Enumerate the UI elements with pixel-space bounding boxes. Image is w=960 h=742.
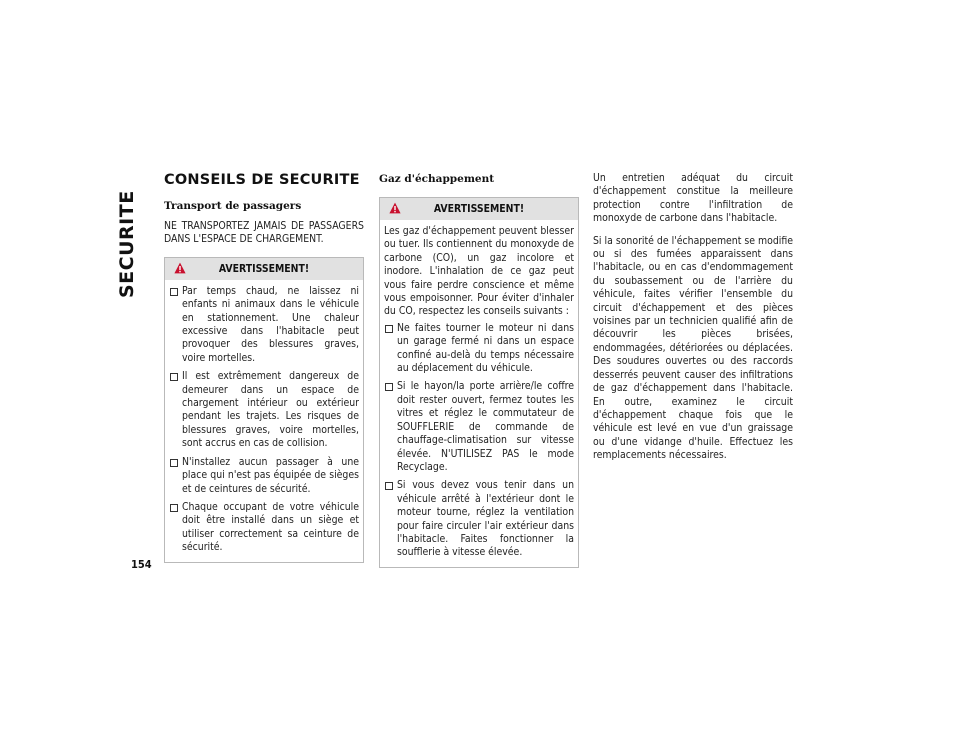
warning-item-text: Si le hayon/la porte arrière/le coffre doit rester ouvert, fermez toutes les vitres et réglez le commutateur de SOUFFLERIE de commande de chauffage-climatisation sur vitesse élevée. N'UTILISEZ PAS le mode Recyclage. [397, 380, 574, 473]
column-2 [379, 172, 579, 568]
warning-body [165, 280, 363, 562]
exhaust-inspection-paragraph: Si la sonorité de l'échappement se modifie ou si des fumées apparaissent dans l'habitacle, ou en cas d'endommagement du soubassement ou de l'arrière du véhicule, faites vérifier l'ensemble du circuit d'échappement et des pièces voisines par un technicien qualifié afin de découvrir les pièces brisées, endommagées, détériorées ou déplacées. Des soudures ouvertes ou des raccords desserrés peuvent causer des infiltrations de gaz d'échappement dans l'habitacle. En outre, examinez le circuit d'échappement chaque fois que le véhicule est levé en vue d'un graissage ou d'une vidange d'huile. Effectuez les remplacements nécessaires. [593, 234, 793, 462]
warning-list [169, 285, 359, 555]
warning-item-text: Ne faites tourner le moteur ni dans un garage fermé ni dans un espace confiné au-delà du temps nécessaire au déplacement du véhicule. [397, 321, 574, 375]
checkbox-bullet-icon [385, 325, 393, 333]
checkbox-bullet-icon [170, 459, 178, 467]
chapter-side-title-text: SECURITE [116, 190, 138, 298]
checkbox-bullet-icon [170, 373, 178, 381]
warning-list [384, 322, 574, 560]
warning-item-text: Par temps chaud, ne laissez ni enfants ni animaux dans le véhicule en stationnement. Une chaleur excessive dans l'habitacle peut provoquer des blessures graves, voire mortelles. [182, 284, 359, 364]
warning-item [384, 479, 574, 559]
subsection-title-exhaust: Gaz d'échappement [379, 173, 495, 185]
section-title: CONSEILS DE SECURITE [164, 172, 360, 188]
checkbox-bullet-icon [170, 504, 178, 512]
warning-triangle-icon [389, 202, 401, 214]
warning-item [384, 380, 574, 474]
warning-box-exhaust [379, 197, 579, 568]
checkbox-bullet-icon [170, 288, 178, 296]
warning-item-text: N'installez aucun passager à une place qui n'est pas équipée de sièges et de ceintures de sécurité. [182, 455, 359, 495]
warning-title: AVERTISSEMENT! [433, 203, 525, 215]
warning-triangle-icon [174, 262, 186, 274]
column-1 [164, 172, 364, 563]
checkbox-bullet-icon [385, 482, 393, 490]
subsection-title-passengers: Transport de passagers [164, 200, 302, 212]
warning-item [384, 322, 574, 376]
warning-intro: Les gaz d'échappement peuvent blesser ou tuer. Ils contiennent du monoxyde de carbone (CO), un gaz incolore et inodore. L'inhalation de ce gaz peut vous faire perdre conscience et même vous empoisonner. Pour éviter d'inhaler du CO, respectez les conseils suivants : [384, 225, 574, 318]
page-number: 154 [131, 558, 152, 571]
checkbox-bullet-icon [385, 383, 393, 391]
warning-item [169, 370, 359, 450]
column-3 [593, 172, 793, 472]
warning-item-text: Si vous devez vous tenir dans un véhicule arrêté à l'extérieur dont le moteur tourne, réglez la ventilation pour faire circuler l'air extérieur dans l'habitacle. Faites fonctionner la soufflerie à vitesse élevée. [397, 479, 574, 559]
chapter-side-title [116, 172, 156, 298]
warning-body [380, 220, 578, 567]
warning-item [169, 456, 359, 496]
warning-item [169, 285, 359, 365]
exhaust-maintenance-paragraph: Un entretien adéquat du circuit d'échappement constitue la meilleure protection contre l'infiltration de monoxyde de carbone dans l'habitacle. [593, 172, 793, 225]
warning-box-passengers [164, 257, 364, 563]
warning-item-text: Il est extrêmement dangereux de demeurer dans un espace de chargement intérieur ou extérieur pendant les trajets. Les risques de blessures graves, voire mortelles, sont accrus en cas de collision. [182, 370, 359, 450]
warning-header [380, 198, 578, 220]
warning-item-text: Chaque occupant de votre véhicule doit être installé dans un siège et utiliser correctement sa ceinture de sécurité. [182, 500, 359, 554]
passengers-intro: NE TRANSPORTEZ JAMAIS DE PASSAGERS DANS L'ESPACE DE CHARGEMENT. [164, 220, 364, 246]
warning-item [169, 501, 359, 555]
warning-title: AVERTISSEMENT! [218, 262, 310, 275]
warning-header [165, 258, 363, 280]
